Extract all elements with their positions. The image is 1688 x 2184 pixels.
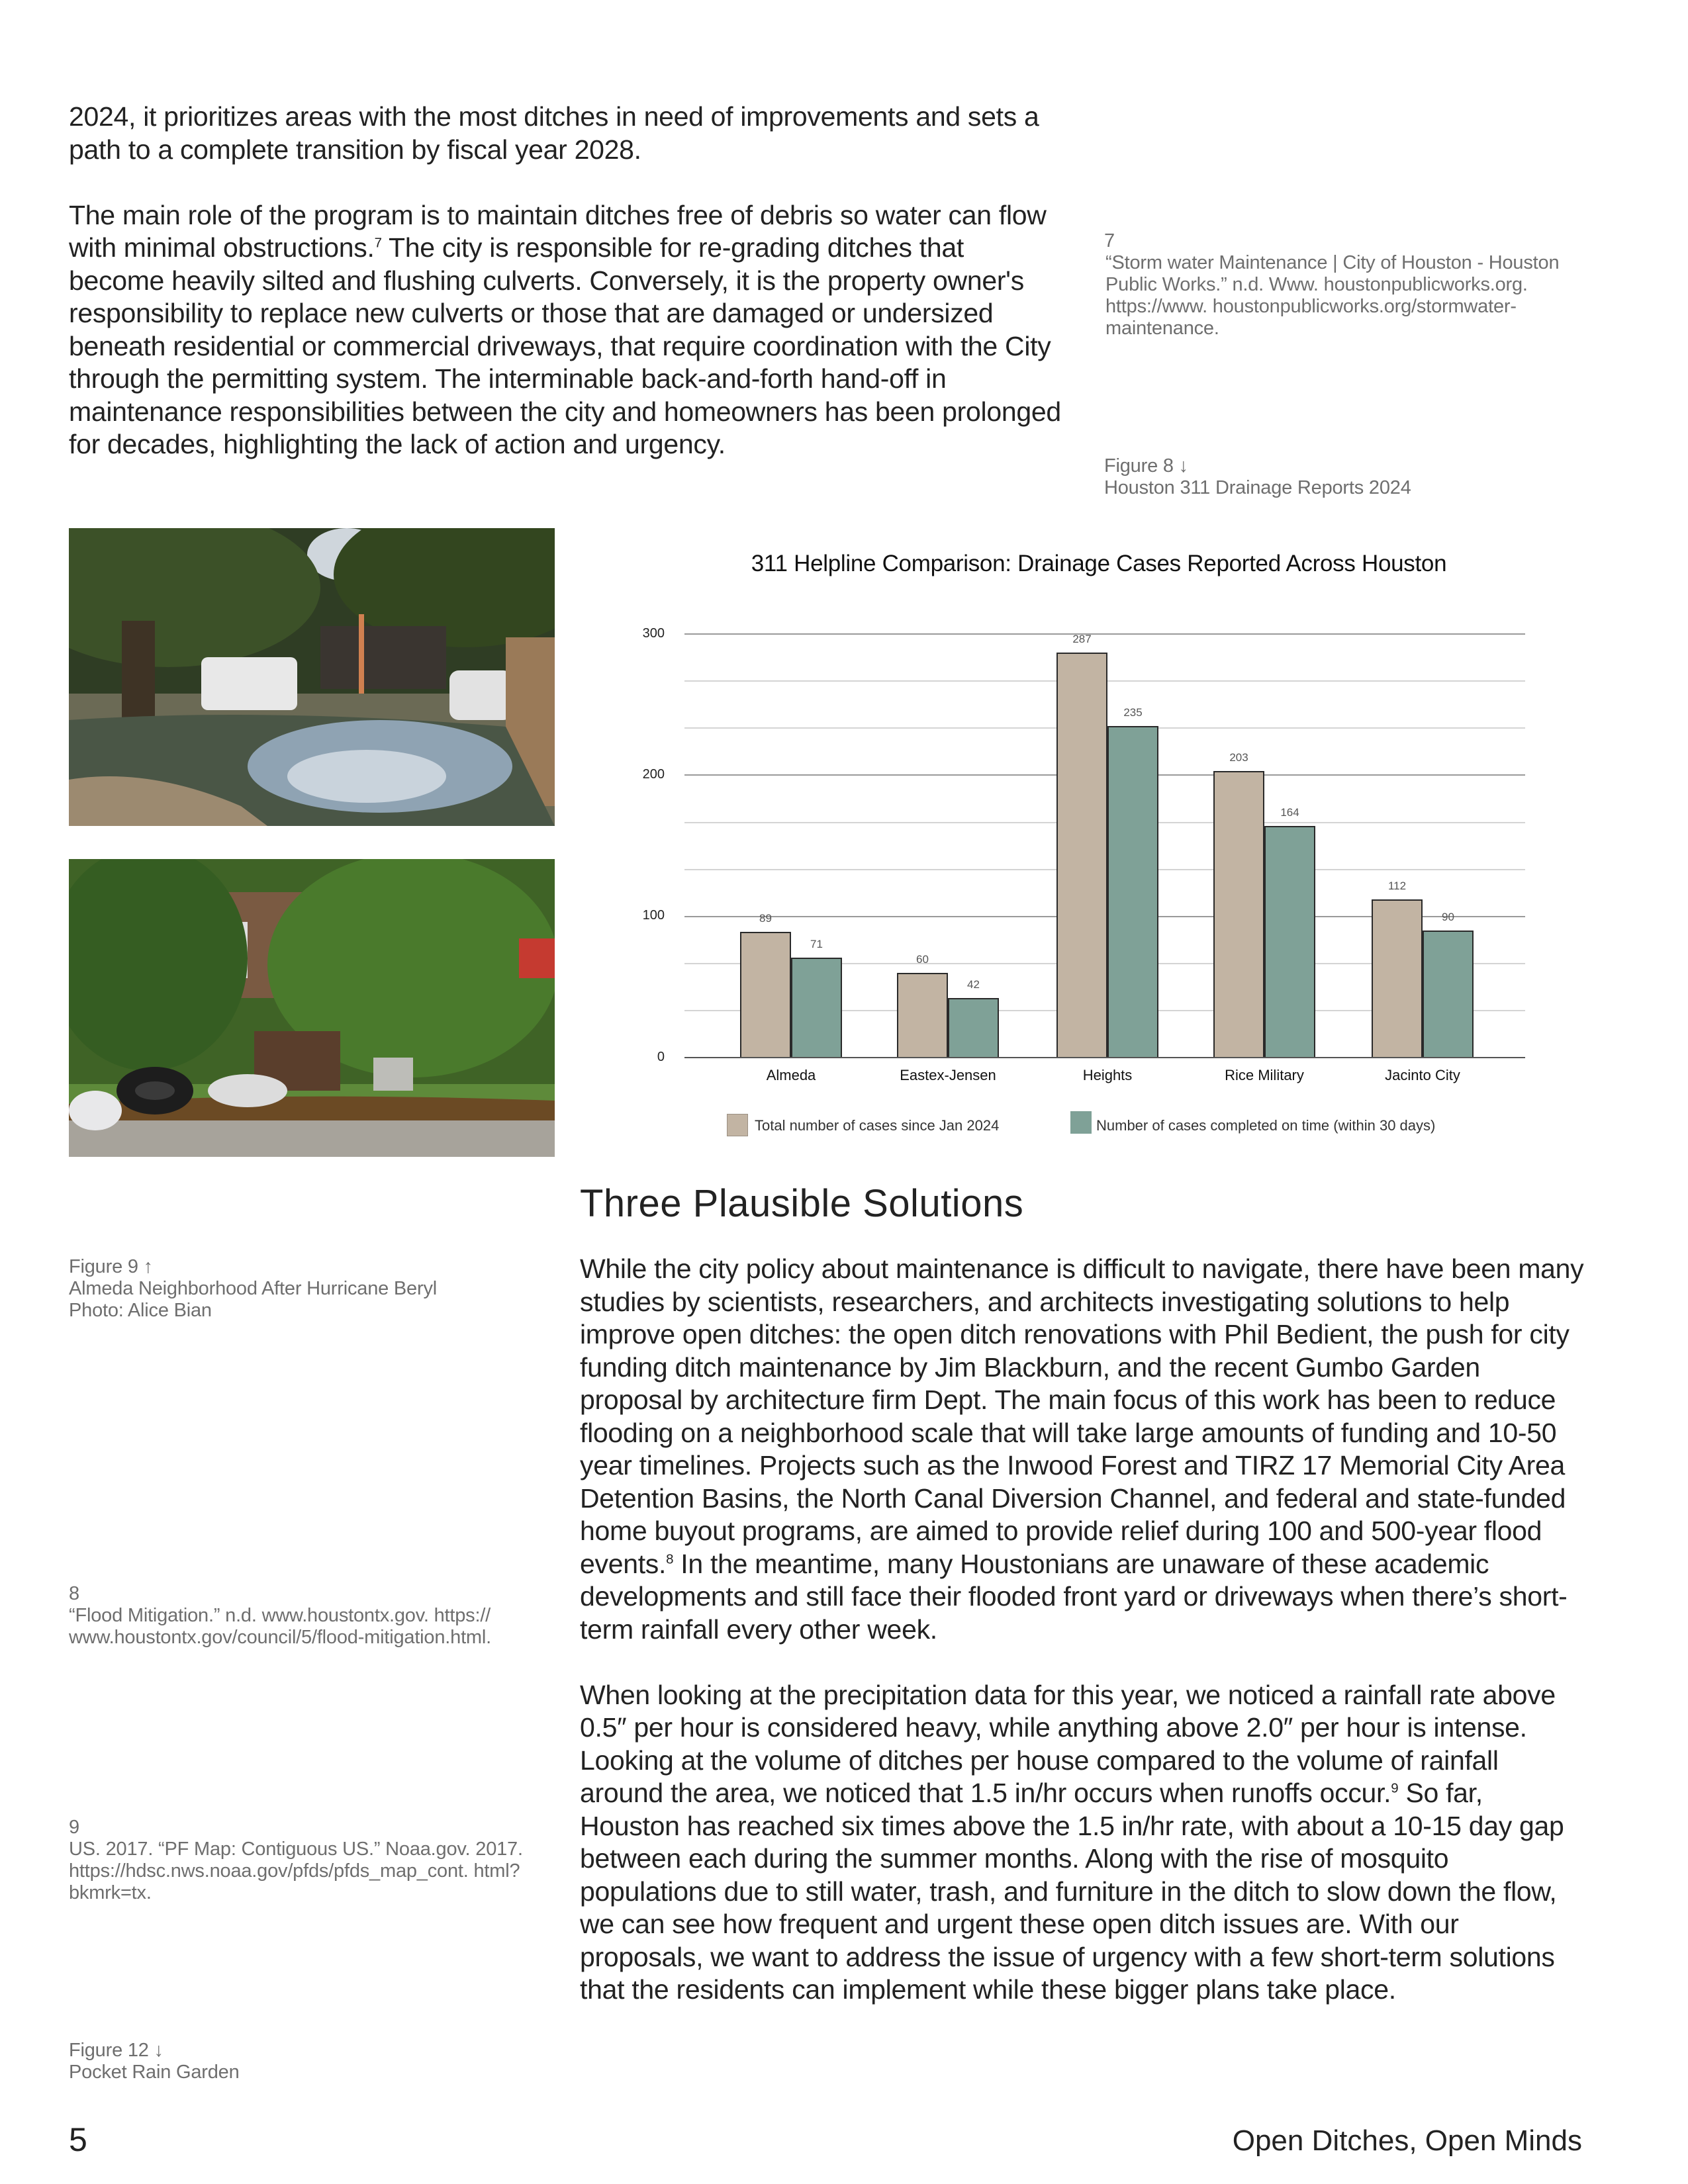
bar-chart [583, 529, 1549, 1152]
bar-total-heights [1056, 653, 1107, 1058]
bar-value-label: 42 [967, 978, 980, 991]
figure-title: Houston 311 Drainage Reports 2024 [1104, 477, 1411, 498]
legend-swatch-ontime [1070, 1111, 1092, 1134]
section-paragraph-1-text: While the city policy about maintenance is difficult to navigate, there have been many studies by scientists, researchers, and architects investigating solutions to help improve open ditches: the open ditch renovations with Phil Bedient, the push for city funding ditch maintenance by Jim Blackburn, and the recent Gumbo Garden proposal by architecture firm Dept. The main focus of this work has been to reduce flooding on a neighborhood scale that will take large amounts of funding and 10-50 year timelines. Projects such as the Inwood Forest and TIRZ 17 Memorial City Area Detention Basins, the North Canal Diversion Channel, and federal and state-funded home buyout programs, are aimed to provide relief during 100 and 500-year flood events. [580, 1253, 1584, 1579]
bar-value-label: 164 [1280, 806, 1299, 819]
photo-credit: Photo: Alice Bian [69, 1300, 212, 1321]
figure-9-caption [69, 1256, 572, 1322]
intro-paragraph-2 [69, 199, 1062, 461]
section-body [580, 1253, 1586, 2007]
y-tick-0: 0 [657, 1050, 665, 1064]
bar-value-label: 90 [1442, 911, 1454, 923]
figure-title: Pocket Rain Garden [69, 2062, 240, 2083]
section-paragraph-1-text-cont: In the meantime, many Houstonians are unaware of these academic developments and still face their flooded front yard or driveways when there’s short-term rainfall every other week. [580, 1548, 1568, 1645]
footnote-number: 9 [69, 1817, 79, 1838]
figure-8-caption [1104, 455, 1568, 499]
x-axis-label: Eastex-Jensen [900, 1067, 996, 1083]
figure-12-caption [69, 2040, 532, 2083]
footnote-8 [69, 1583, 572, 1649]
bar-ontime-eastex-jensen [948, 998, 999, 1058]
photo-ditch-debris [69, 859, 555, 1157]
x-axis-label: Heights [1082, 1067, 1133, 1083]
bar-ontime-jacinto-city [1423, 931, 1474, 1058]
bar-value-label: 287 [1072, 632, 1092, 645]
intro-paragraph-1: 2024, it prioritizes areas with the most ditches in need of improvements and sets a path to a complete transition by fiscal year 2028. [69, 101, 1039, 165]
bar-value-label: 89 [759, 912, 772, 925]
chart-title: 311 Helpline Comparison: Drainage Cases Reported Across Houston [751, 551, 1447, 576]
section-paragraph-2-text: When looking at the precipitation data for this year, we noticed a rainfall rate above 0.5″ per hour is considered heavy, while anything above 2.0″ per hour is intense. Looking at the volume of ditches per house compared to the volume of rainfall around the area, we noticed that 1.5 in/hr occurs when runoffs occur. [580, 1679, 1556, 1808]
footnote-text: “Flood Mitigation.” n.d. www.houstontx.gov. https:// www.houstontx.gov/council/5/flood-mitigation.html. [69, 1605, 491, 1648]
bar-value-label: 71 [810, 937, 823, 950]
bar-ontime-almeda [791, 958, 842, 1058]
x-axis-baseline [684, 1057, 1525, 1058]
bar-ontime-heights [1107, 726, 1158, 1058]
bar-value-label: 235 [1123, 705, 1143, 719]
footnote-9 [69, 1817, 559, 1904]
intro-paragraph-2-text-cont: The city is responsible for re-grading ditches that become heavily silted and flushing culverts. Conversely, it is the property owner's responsibility to replace new culverts or those that are damaged or undersized beneath residential or commercial driveways, that require coordination with the City through the permitting system. The interminable back-and-forth hand-off in maintenance responsibilities between the city and homeowners has been prolonged for decades, highlighting the lack of action and urgency. [69, 232, 1061, 459]
y-tick-200: 200 [642, 767, 665, 782]
bar-value-label: 112 [1387, 880, 1407, 893]
bar-ontime-rice-military [1264, 826, 1315, 1058]
y-tick-300: 300 [642, 626, 665, 641]
ditch-debris-image [69, 859, 555, 1157]
section-paragraph-1 [580, 1253, 1586, 1646]
intro-text [69, 101, 1062, 461]
section-heading: Three Plausible Solutions [580, 1182, 1024, 1225]
footnote-ref-8[interactable]: 8 [666, 1551, 674, 1567]
bar-total-jacinto-city [1372, 899, 1423, 1058]
flooded-yard-image [69, 528, 555, 826]
footnote-7 [1104, 230, 1568, 340]
bar-value-label: 203 [1229, 751, 1248, 764]
photo-flooded-yard [69, 528, 555, 826]
running-footer-title: Open Ditches, Open Minds [1232, 2124, 1582, 2157]
legend-swatch-total [727, 1114, 748, 1136]
bar-total-eastex-jensen [897, 973, 948, 1058]
figure-title: Almeda Neighborhood After Hurricane Beryl [69, 1278, 437, 1299]
x-axis-label: Rice Military [1225, 1067, 1304, 1083]
legend-label-total: Total number of cases since Jan 2024 [755, 1117, 1000, 1134]
figure-label: Figure 9 ↑ [69, 1256, 153, 1277]
footnote-ref-9[interactable]: 9 [1391, 1780, 1399, 1796]
y-tick-100: 100 [642, 908, 665, 923]
figure-label: Figure 12 ↓ [69, 2040, 164, 2061]
page-number: 5 [69, 2121, 87, 2158]
intro-paragraph-2-text: The main role of the program is to maintain ditches free of debris so water can flow with minimal obstructions. [69, 199, 1047, 263]
footnote-number: 8 [69, 1583, 79, 1604]
bar-total-almeda [740, 932, 791, 1058]
section-paragraph-2 [580, 1679, 1586, 2007]
section-paragraph-2-text-cont: So far, Houston has reached six times above the 1.5 in/hr rate, with about a 10-15 day gap between each during the summer months. Along with the rise of mosquito populations due to still water, trash, and furniture in the ditch to slow down the flow, we can see how frequent and urgent these open ditch issues are. With our proposals, we want to address the issue of urgency with a few short-term solutions that the residents can implement while these bigger plans take place. [580, 1778, 1564, 2005]
footnote-number: 7 [1104, 230, 1115, 251]
footnote-text: US. 2017. “PF Map: Contiguous US.” Noaa.gov. 2017. https://hdsc.nws.noaa.gov/pfds/pfds_map_cont. html?bkmrk=tx. [69, 1839, 523, 1903]
x-axis-label: Almeda [766, 1067, 816, 1083]
figure-label: Figure 8 ↓ [1104, 455, 1188, 477]
bar-total-rice-military [1213, 771, 1264, 1058]
footnote-text: “Storm water Maintenance | City of Houston - Houston Public Works.” n.d. Www. houstonpublicworks.org. https://www. houstonpublicworks.org/stormwater-maintenance. [1105, 252, 1560, 339]
legend-label-ontime: Number of cases completed on time (within 30 days) [1096, 1117, 1436, 1134]
footnote-ref-7[interactable]: 7 [374, 235, 382, 251]
bar-value-label: 60 [916, 953, 929, 966]
x-axis-label: Jacinto City [1385, 1067, 1460, 1083]
